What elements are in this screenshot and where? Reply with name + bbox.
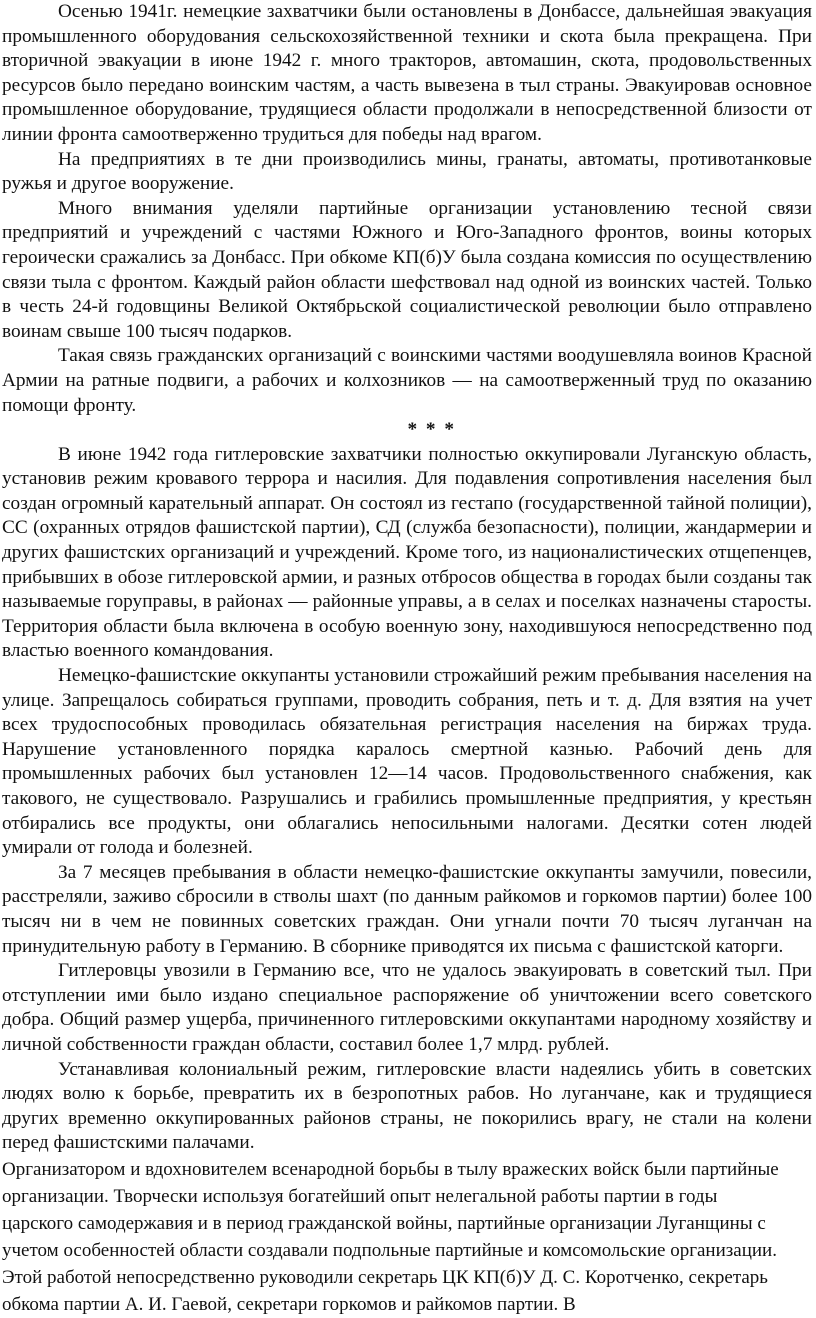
paragraph: Немецко-фашистские оккупанты установили строжайший режим пребывания населения на улице. Запрещалось собираться группами, проводить собрания, петь и т. д. Для взятия на учет всех трудоспособных проводилась обязательная регистрация населения на биржах труда. Нарушение установленного порядка каралось смертной казнью. Рабочий день для промышленных рабочих был установлен 12—14 часов. Продовольственного снабжения, как такового, не существовало. Разрушались и грабились промышленные предприятия, у крестьян отбирались все продукты, они облагались непосильными налогами. Десятки сотен людей умирали от голода и болезней.: [2, 665, 812, 859]
paragraph: Устанавливая колониальный режим, гитлеровские власти надеялись убить в советских людях волю к борьбе, превратить их в безропотных рабов. Но луганчане, как и трудящиеся других временно оккупированных районов страны, не покорились врагу, не стали на колени перед фашистскими палачами.: [2, 1058, 812, 1154]
text-line: Этой работой непосредственно руководили секретарь ЦК КП(б)У Д. С. Коротченко, секретарь: [2, 1266, 768, 1288]
text-line: Организатором и вдохновителем всенародной борьбы в тылу вражеских войск были партийные: [2, 1158, 779, 1180]
text-line: царского самодержавия и в период гражданской войны, партийные организации Луганщины с: [2, 1212, 766, 1234]
paragraph: На предприятиях в те дни производились мины, гранаты, автоматы, противотанковые ружья и другое вооружение.: [2, 148, 812, 195]
document-page: [2, 0, 812, 1318]
text-line: организации. Творчески используя богатейший опыт нелегальной работы партии в годы: [2, 1185, 718, 1207]
paragraph: Осенью 1941г. немецкие захватчики были остановлены в Донбассе, дальнейшая эвакуация промышленного оборудования сельскохозяйственной техники и скота была прекращена. При вторичной эвакуации в июне 1942 г. много тракторов, автомашин, скота, продовольственных ресурсов было передано воинским частям, а часть вывезена в тыл страны. Эвакуировав основное промышленное оборудование, трудящиеся области продолжали в непосредственной близости от линии фронта самоотверженно трудиться для победы над врагом.: [2, 1, 812, 145]
paragraph: В июне 1942 года гитлеровские захватчики полностью оккупировали Луганскую область, установив режим кровавого террора и насилия. Для подавления сопротивления населения был создан огромный карательный аппарат. Он состоял из гестапо (государственной тайной полиции), СС (охранных отрядов фашистской партии), СД (служба безопасности), полиции, жандармерии и других фашистских организаций и учреждений. Кроме того, из националистических отщепенцев, прибывших в обозе гитлеровской армии, и разных отбросов общества в городах были созданы так называемые горуправы, в районах — районные управы, а в селах и поселках назначены старосты. Территория области была включена в особую военную зону, находившуюся непосредственно под властью военного командования.: [2, 443, 812, 662]
text-line: учетом особенностей области создавали подпольные партийные и комсомольские организации.: [2, 1239, 777, 1261]
paragraph: Такая связь гражданских организаций с воинскими частями воодушевляла воинов Красной Армии на ратные подвиги, а рабочих и колхозников — на самоотверженный труд по оказанию помощи фронту.: [2, 345, 812, 416]
paragraph: За 7 месяцев пребывания в области немецко-фашистские оккупанты замучили, повесили, расстреляли, заживо сбросили в стволы шахт (по данным райкомов и горкомов партии) более 100 тысяч ни в чем не повинных советских граждан. Они угнали почти 70 тысяч луганчан на принудительную работу в Германию. В сборнике приводятся их письма с фашистской каторги.: [2, 861, 812, 957]
paragraph: Много внимания уделяли партийные организации установлению тесной связи предприятий и учреждений с частями Южного и Юго-Западного фронтов, воины которых героически сражались за Донбасс. При обкоме КП(б)У была создана комиссия по осуществлению связи тыла с фронтом. Каждый район области шефствовал над одной из воинских частей. Только в честь 24-й годовщины Великой Октябрьской социалистической революции было отправлено воинам свыше 100 тысяч подарков.: [2, 197, 812, 342]
section-separator: * * *: [407, 419, 456, 441]
paragraph: Гитлеровцы увозили в Германию все, что не удалось эвакуировать в советский тыл. При отступлении ими было издано специальное распоряжение об уничтожении всего советского добра. Общий размер ущерба, причиненного гитлеровскими оккупантами народному хозяйству и личной собственности граждан области, составил более 1,7 млрд. рублей.: [2, 960, 812, 1055]
text-line: обкома партии А. И. Гаевой, секретари горкомов и райкомов партии. В: [2, 1293, 576, 1315]
